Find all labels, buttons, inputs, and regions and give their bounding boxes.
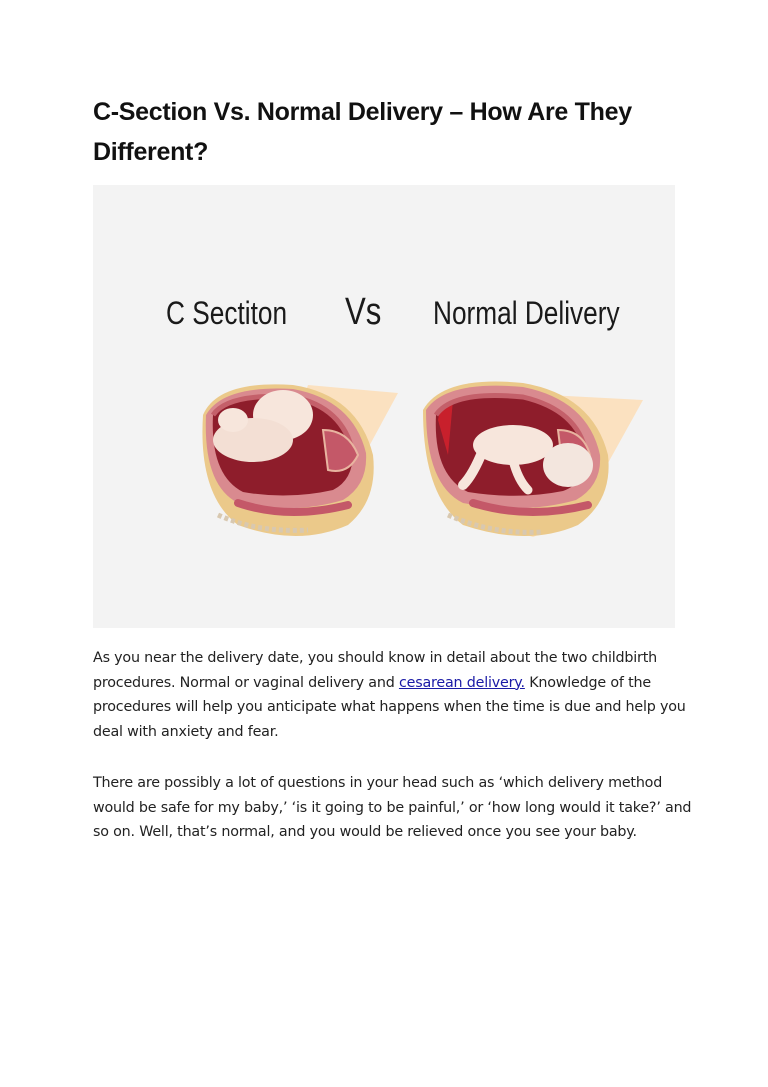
paragraph-intro-text-1: As you near the delivery date, you should know in detail about the two childbirth procedures. Normal or vaginal delivery and bbox=[93, 650, 657, 691]
hero-image bbox=[93, 185, 675, 628]
paragraph-intro-text-2: Knowledge of the procedures will help you anticipate what happens when the time is due and help you deal with anxiety and fear. bbox=[93, 674, 686, 740]
hero-label-c-section: C Sectiton bbox=[166, 295, 288, 331]
paragraph-questions: There are possibly a lot of questions in your head such as ‘which delivery method would be safe for my baby,’ ‘is it going to be painful,’ or ‘how long would it take?’ and so on. Well, that’s normal, and you would be relieved once you see your baby. bbox=[93, 775, 692, 840]
paragraph-intro bbox=[93, 646, 693, 744]
hero-label-vs: Vs bbox=[345, 291, 382, 333]
c-section-illustration bbox=[198, 375, 408, 545]
cesarean-delivery-link[interactable]: cesarean delivery. bbox=[398, 674, 525, 691]
hero-label-normal-delivery: Normal Delivery bbox=[433, 295, 620, 331]
article-title: C-Section Vs. Normal Delivery – How Are They Different? bbox=[93, 98, 632, 166]
normal-delivery-illustration bbox=[418, 375, 648, 545]
